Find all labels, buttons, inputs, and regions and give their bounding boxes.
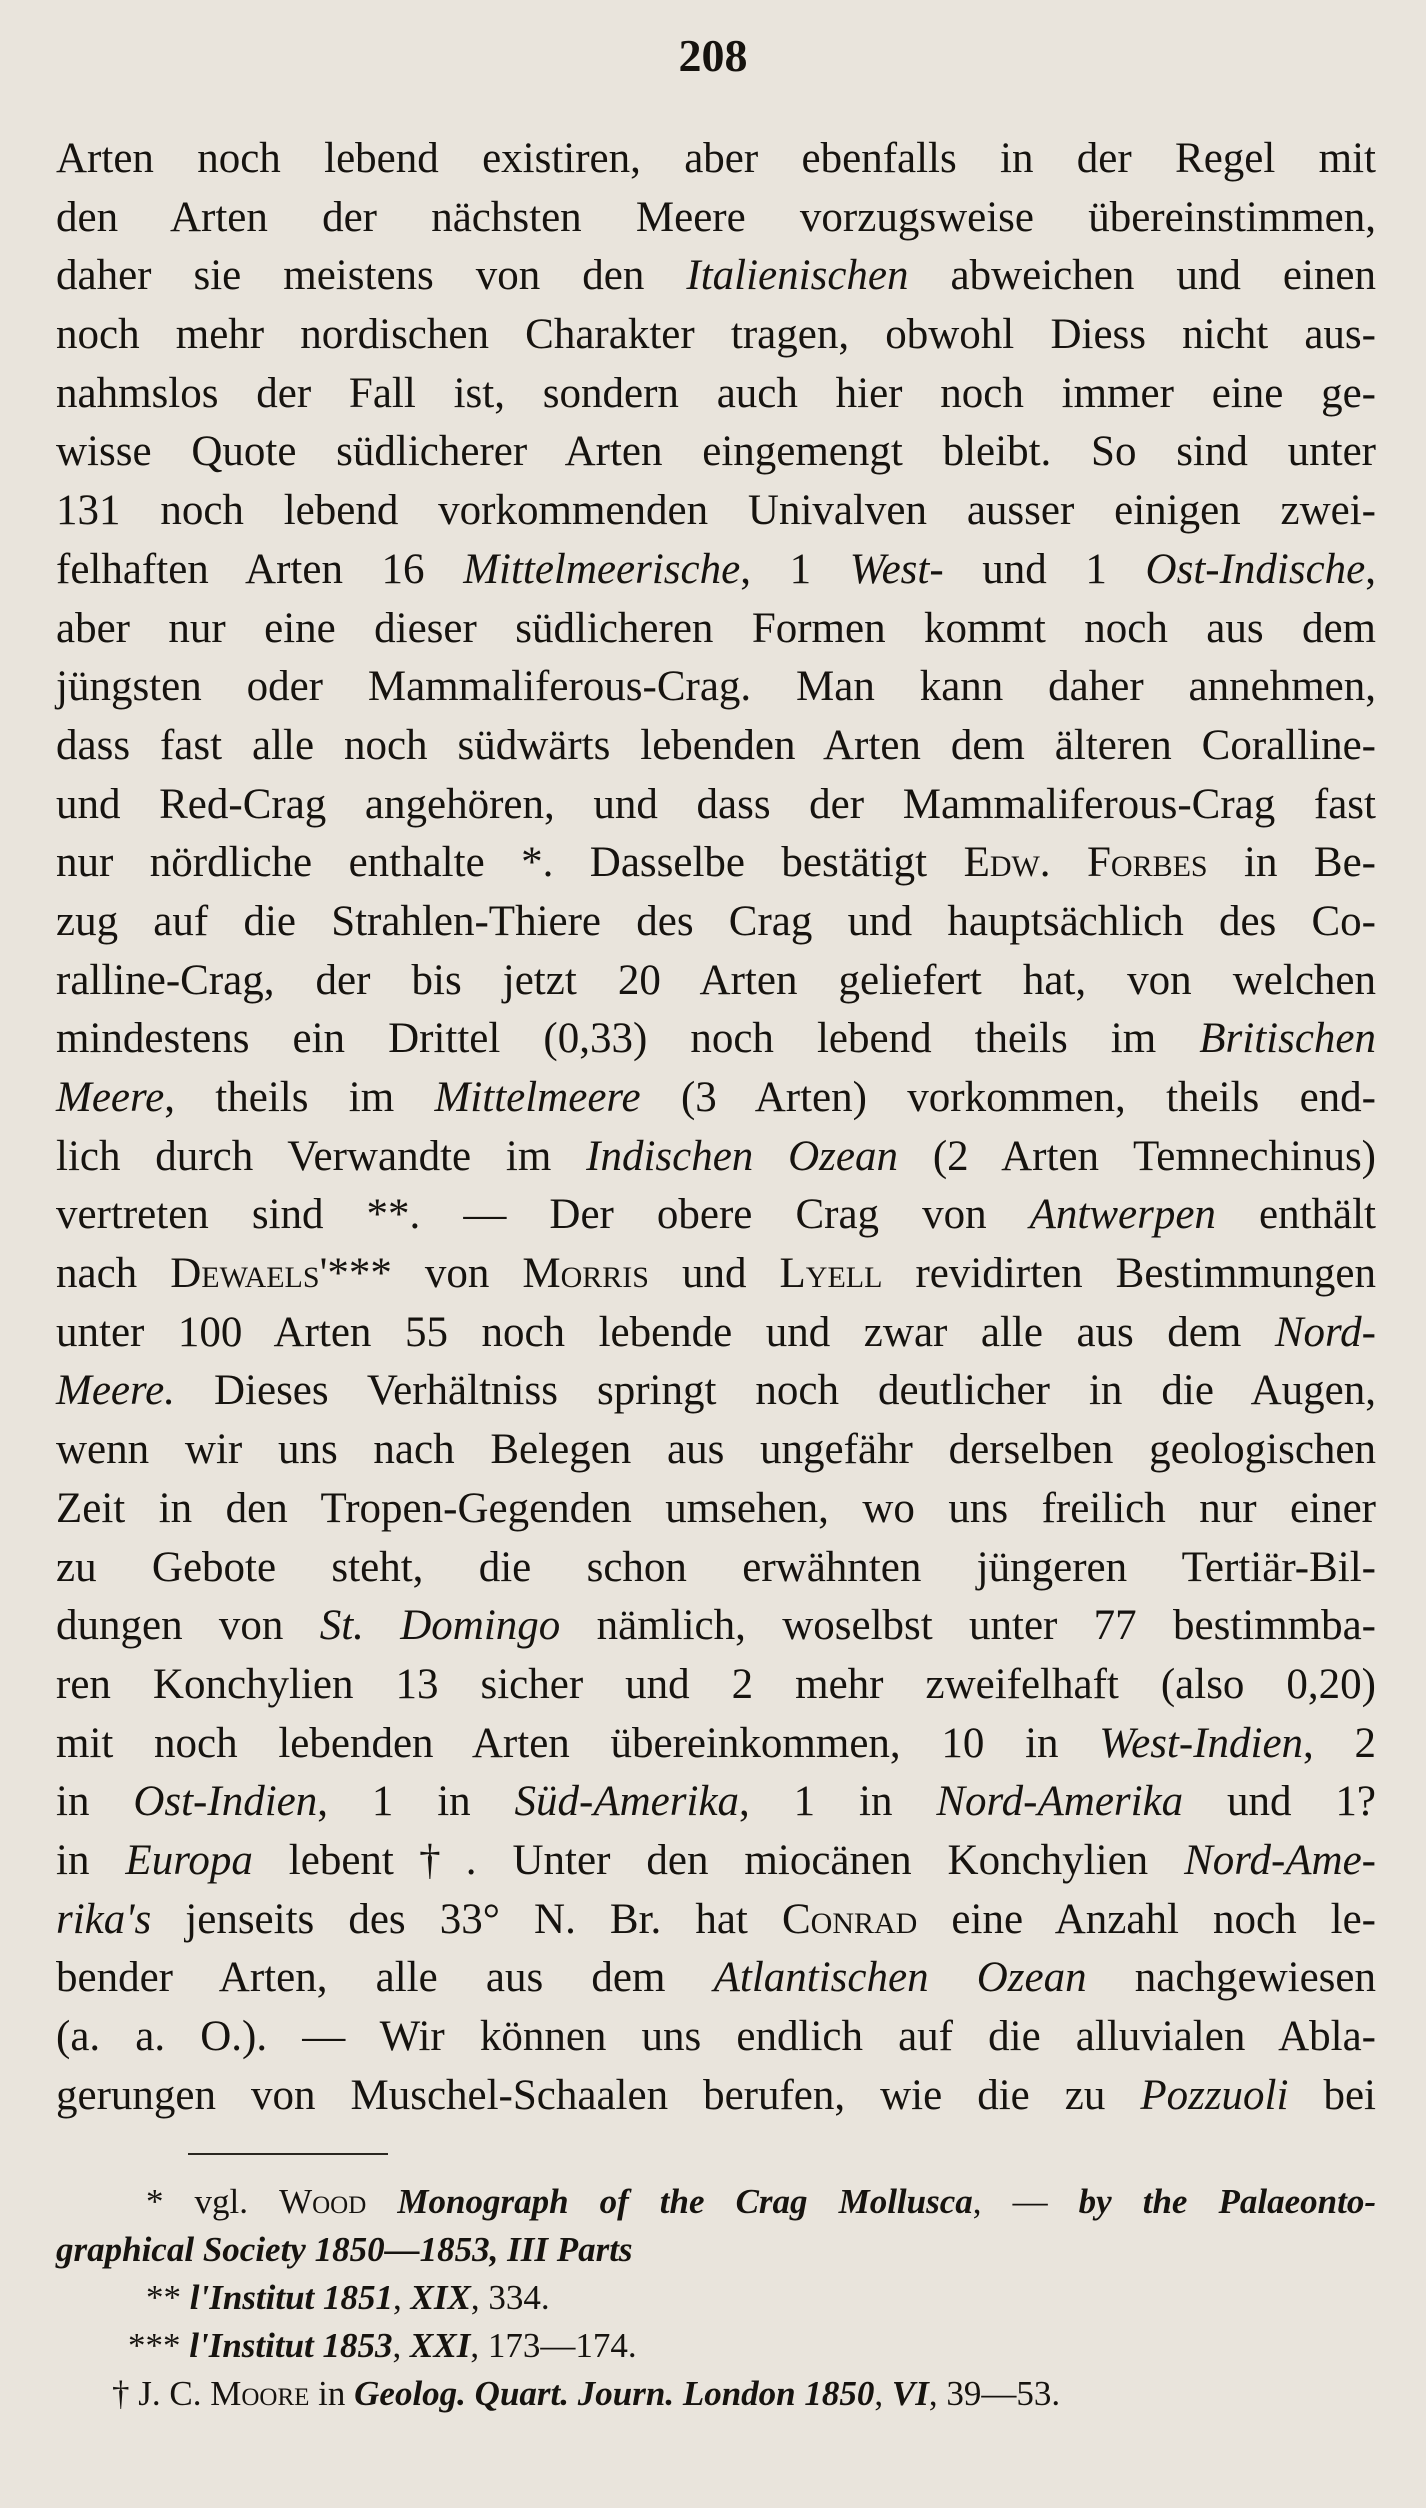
body-text: nachgewiesen [1086, 1954, 1376, 2002]
body-text: vertreten sind **. — Der obere Crag von [56, 1191, 1030, 1239]
body-text: unter 100 Arten 55 noch lebende und zwar alle aus dem [56, 1308, 1275, 1356]
footnote-text: l'Institut 1851 [189, 2278, 394, 2317]
body-text: jenseits des 33° N. Br. hat [151, 1895, 782, 1943]
body-text: und 1 [943, 545, 1146, 593]
body-text: nämlich, woselbst unter 77 bestimmba- [560, 1602, 1377, 1650]
footnote-text: , [393, 2278, 411, 2317]
footnote-text: Monograph of the Crag Mollusca [397, 2182, 973, 2221]
body-text: 131 noch lebend vorkommenden Univalven ausser einigen zwei- [56, 487, 1376, 535]
body-line [56, 1656, 1376, 1715]
body-text: Conrad [781, 1895, 918, 1943]
body-text: Süd-Amerika [514, 1778, 740, 1826]
footnote-text: Moore [210, 2374, 310, 2413]
body-text: , 1 in [739, 1778, 937, 1826]
footnote-line [56, 2178, 1376, 2226]
body-text: in [56, 1778, 134, 1826]
body-line [56, 717, 1376, 776]
body-text: zug auf die Strahlen-Thiere des Crag und hauptsächlich des Co- [56, 897, 1376, 945]
footnote-text: XIX [410, 2278, 471, 2317]
body-line [56, 2008, 1376, 2067]
footnote-text: , [392, 2326, 411, 2365]
body-text: , 1 in [317, 1778, 515, 1826]
body-text: daher sie meistens von den [56, 252, 687, 300]
body-text: Ost-Indien [133, 1778, 318, 1826]
body-text: rika's [56, 1895, 152, 1943]
body-text: ralline-Crag, der bis jetzt 20 Arten geliefert hat, von welchen [56, 956, 1376, 1004]
body-text: mit noch lebenden Arten übereinkommen, 10 in [56, 1719, 1100, 1767]
body-text: Morris [522, 1250, 649, 1298]
footnote-text: , 39—53. [928, 2374, 1061, 2413]
body-line [56, 952, 1376, 1011]
body-text: und Red-Crag angehören, und dass der Mammaliferous-Crag fast [56, 780, 1376, 828]
body-text: zu Gebote steht, die schon erwähnten jüngeren Tertiär-Bil- [56, 1543, 1376, 1591]
footnote-line [56, 2274, 1376, 2322]
body-line [56, 600, 1376, 659]
body-text: und 1? [1183, 1778, 1376, 1826]
body-text: St. Domingo [319, 1602, 561, 1650]
body-line [56, 1480, 1376, 1539]
footnote-text: Wood [279, 2182, 367, 2221]
body-text: Lyell [779, 1250, 883, 1298]
body-text: dungen von [56, 1602, 320, 1650]
body-text: lebent†. Unter den miocänen Konchylien [252, 1836, 1185, 1884]
footnote-text: by the Palaeonto- [1078, 2182, 1377, 2221]
footnotes [56, 2178, 1376, 2418]
footnote-text: , — [972, 2182, 1079, 2221]
body-text: West-Indien [1099, 1719, 1304, 1767]
body-text: Dewaels' [170, 1250, 328, 1298]
body-text: bender Arten, alle aus dem [56, 1954, 714, 2002]
footnote-text: Geolog. Quart. Journ. London 1850 [354, 2374, 875, 2413]
body-text: Britischen [1199, 1015, 1376, 1063]
body-text: gerungen von Muschel-Schaalen berufen, wie die zu [56, 2071, 1141, 2119]
body-text: Mittelmeerische [463, 545, 741, 593]
footnote-line [56, 2370, 1376, 2418]
body-line [56, 1128, 1376, 1187]
body-line [56, 1597, 1376, 1656]
body-text: lich durch Verwandte im [56, 1132, 587, 1180]
footnote-line [56, 2322, 1376, 2370]
body-line [56, 365, 1376, 424]
body-text: abweichen und einen [908, 252, 1376, 300]
body-line [56, 1010, 1376, 1069]
body-text [56, 130, 1376, 2125]
body-line [56, 1539, 1376, 1598]
footnote-text: ** [146, 2278, 190, 2317]
body-text: revidirten Bestimmungen [882, 1250, 1377, 1298]
body-line [56, 1832, 1376, 1891]
footnote-text: in [309, 2374, 355, 2413]
body-text: (2 Arten Temnechinus) [898, 1132, 1377, 1180]
footnote-text: XXI [410, 2326, 471, 2365]
body-text: noch mehr nordischen Charakter tragen, obwohl Diess nicht aus- [56, 311, 1376, 359]
body-text: (3 Arten) vorkommen, theils end- [640, 1074, 1376, 1121]
body-text: in [56, 1836, 126, 1884]
footnote-text: , [874, 2374, 892, 2413]
body-text: Pozzuoli [1140, 2071, 1289, 2119]
body-text: wenn wir uns nach Belegen aus ungefähr derselben geologischen [56, 1426, 1376, 1474]
body-text: nahmslos der Fall ist, sondern auch hier noch immer eine ge- [56, 369, 1376, 417]
body-line [56, 1186, 1376, 1245]
page-number: 208 [678, 30, 748, 81]
body-text: Zeit in den Tropen-Gegenden umsehen, wo uns freilich nur einer [56, 1484, 1376, 1532]
body-text: Edw. Forbes [963, 839, 1208, 887]
body-line [56, 130, 1376, 189]
footnote-text: † J. C. [112, 2374, 211, 2413]
body-text: *** von [327, 1250, 523, 1298]
body-text: Italienischen [686, 252, 909, 300]
body-text: , 1 [740, 545, 850, 593]
body-line [56, 189, 1376, 248]
body-text: , [1365, 545, 1377, 593]
body-text: Mittelmeere [434, 1074, 641, 1121]
body-line [56, 306, 1376, 365]
body-text: enthält [1215, 1191, 1376, 1239]
body-text: nur nördliche enthalte *. Dasselbe bestätigt [56, 839, 964, 887]
footnote-text: , 334. [470, 2278, 550, 2317]
footnote-line [56, 2226, 1376, 2274]
body-line [56, 423, 1376, 482]
body-text: eine Anzahl noch le- [917, 1895, 1376, 1943]
body-text: (a. a. O.). — Wir können uns endlich auf die alluvialen Abla- [56, 2013, 1376, 2060]
body-line [56, 247, 1376, 306]
body-text: bei [1288, 2071, 1376, 2119]
footnote-text: VI [891, 2374, 929, 2413]
body-text: Europa [125, 1836, 253, 1884]
body-text: dass fast alle noch südwärts lebenden Arten dem älteren Coralline- [56, 721, 1376, 769]
body-text: Dieses Verhältniss springt noch deutlicher in die Augen, [174, 1367, 1376, 1415]
body-line [56, 1421, 1376, 1480]
body-line [56, 1773, 1376, 1832]
body-text: in Be- [1207, 839, 1377, 887]
body-text: Atlantischen Ozean [713, 1954, 1087, 2002]
body-line [56, 482, 1376, 541]
body-text: jüngsten oder Mammaliferous-Crag. Man kann daher annehmen, [56, 663, 1376, 711]
body-line [56, 893, 1376, 952]
body-text: den Arten der nächsten Meere vorzugsweise übereinstimmen, [56, 193, 1376, 241]
footnote-text [366, 2182, 397, 2221]
body-text: mindestens ein Drittel (0,33) noch lebend theils im [56, 1015, 1200, 1063]
body-text: Meere [56, 1074, 165, 1121]
footnote-text: l'Institut 1853 [189, 2326, 393, 2365]
body-text: Antwerpen [1029, 1191, 1216, 1239]
body-text: Indischen Ozean [586, 1132, 899, 1180]
body-line [56, 1245, 1376, 1304]
body-text: Arten noch lebend existiren, aber ebenfalls in der Regel mit [56, 135, 1376, 182]
body-text: und [648, 1250, 780, 1298]
body-line [56, 541, 1376, 600]
body-line [56, 1069, 1376, 1128]
body-line [56, 658, 1376, 717]
body-text: Ost-Indische [1145, 545, 1366, 593]
body-line [56, 2067, 1376, 2126]
footnote-rule [188, 2153, 388, 2155]
footnote-text: * vgl. [146, 2182, 280, 2221]
body-text: felhaften Arten 16 [56, 545, 464, 593]
body-line [56, 834, 1376, 893]
body-line [56, 776, 1376, 835]
footnote-text: , 173—174. [470, 2326, 637, 2365]
body-text: aber nur eine dieser südlicheren Formen kommt noch aus dem [56, 604, 1376, 652]
body-line [56, 1715, 1376, 1774]
body-line [56, 1949, 1376, 2008]
footnote-text: graphical Society 1850—1853, III Parts [56, 2230, 633, 2269]
body-line [56, 1362, 1376, 1421]
body-text: Nord- [1274, 1308, 1376, 1356]
footnote-text: *** [128, 2326, 190, 2365]
body-text: Meere. [56, 1367, 175, 1415]
body-text: ren Konchylien 13 sicher und 2 mehr zweifelhaft (also 0,20) [56, 1660, 1376, 1708]
body-line [56, 1891, 1376, 1950]
body-text: , theils im [164, 1074, 435, 1121]
body-text: nach [56, 1250, 171, 1298]
body-line [56, 1304, 1376, 1363]
body-text: , 2 [1303, 1719, 1377, 1767]
body-text: wisse Quote südlicherer Arten eingemengt bleibt. So sind unter [56, 428, 1376, 476]
body-text: Nord-Amerika [936, 1778, 1184, 1826]
body-text: West- [849, 545, 944, 593]
body-text: Nord-Ame- [1184, 1836, 1376, 1884]
